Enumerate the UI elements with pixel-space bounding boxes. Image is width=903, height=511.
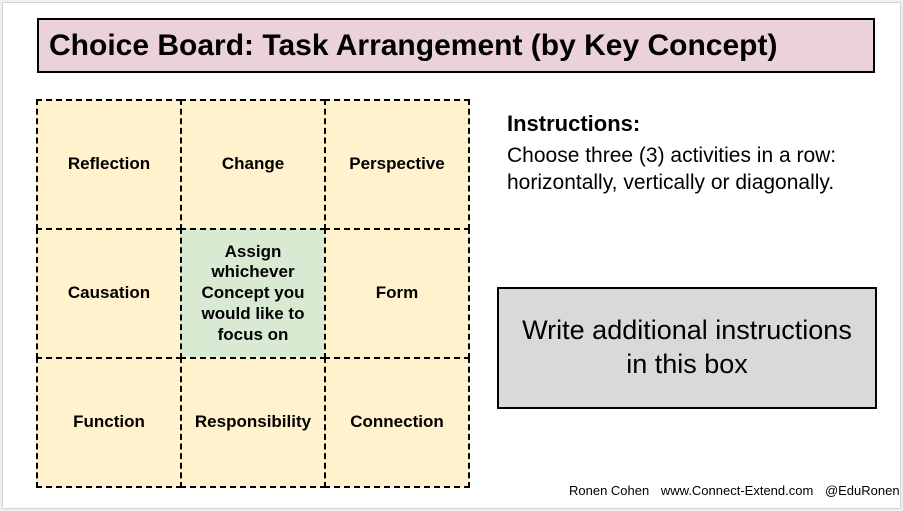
board-cell-function: Function [36,357,182,488]
instructions-body: Choose three (3) activities in a row: horizontally, vertically or diagonally. [507,144,837,195]
board-cell-perspective: Perspective [324,99,470,230]
footer-credits [569,483,900,498]
choice-board-grid [37,100,469,487]
footer-handle: @EduRonen [824,483,900,498]
slide [2,2,901,509]
footer-website: www.Connect-Extend.com [660,483,814,498]
board-cell-causation: Causation [36,228,182,359]
footer-author: Ronen Cohen [569,483,650,498]
additional-instructions-text: Write additional instructions in this box [522,315,852,379]
board-cell-change: Change [180,99,326,230]
instructions-heading: Instructions: [507,111,641,136]
page-title: Choice Board: Task Arrangement (by Key Concept) [49,28,778,62]
board-cell-form: Form [324,228,470,359]
title-banner [37,18,875,73]
board-cell-free-choice: Assign whichever Concept you would like to focus on [180,228,326,359]
board-cell-reflection: Reflection [36,99,182,230]
board-cell-responsibility: Responsibility [180,357,326,488]
additional-instructions-box [497,287,877,409]
board-cell-connection: Connection [324,357,470,488]
